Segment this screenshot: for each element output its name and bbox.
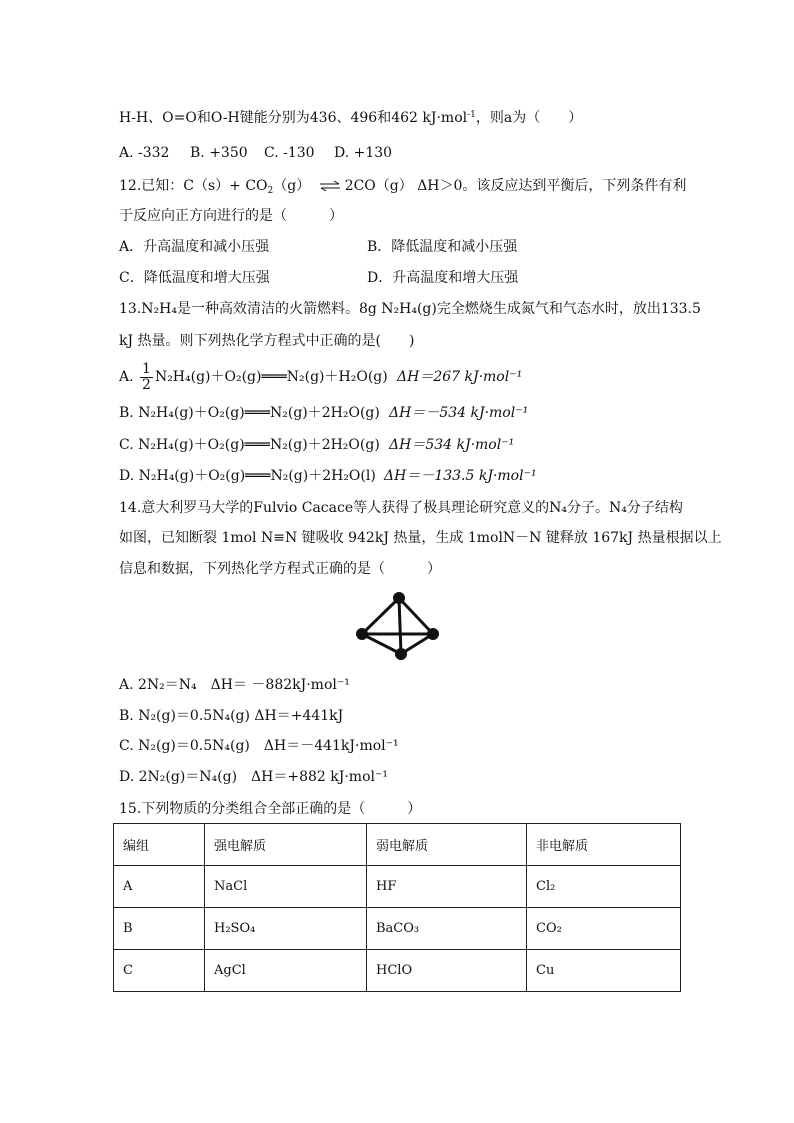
q14-option-c: C. N₂(g)＝0.5N₄(g) ΔH＝－441kJ·mol⁻¹ bbox=[119, 738, 399, 754]
classification-table bbox=[113, 823, 681, 992]
q12-option-d: D．升高温度和增大压强 bbox=[367, 270, 519, 286]
q13-option-d-dh: ΔH＝－133.5 kJ·mol⁻¹ bbox=[384, 468, 537, 484]
table-cell: HF bbox=[367, 866, 527, 908]
table-cell: Cl₂ bbox=[527, 866, 681, 908]
table-cell: NaCl bbox=[205, 866, 367, 908]
equilibrium-arrow-icon bbox=[319, 180, 341, 192]
table-row bbox=[114, 908, 681, 950]
q13-option-a-equation: N₂H₄(g)＋O₂(g)═══N₂(g)＋H₂O(g) bbox=[154, 369, 388, 385]
q12-option-a: A．升高温度和减小压强 bbox=[119, 239, 270, 255]
n-atom-top bbox=[393, 592, 405, 604]
q14-stem-line3: 信息和数据，下列热化学方程式正确的是（ ） bbox=[119, 561, 441, 577]
q12-option-b: B．降低温度和减小压强 bbox=[367, 239, 518, 255]
fraction-denominator: 2 bbox=[142, 376, 151, 393]
n4-molecule-structure-diagram bbox=[348, 588, 458, 668]
n-atom-right bbox=[427, 628, 439, 640]
q11-option-b: B. +350 bbox=[190, 145, 248, 161]
table-header-row bbox=[114, 824, 681, 866]
n-atom-left bbox=[356, 628, 368, 640]
table-cell: A bbox=[114, 866, 205, 908]
q13-option-b: B. N₂H₄(g)＋O₂(g)═══N₂(g)＋2H₂O(g) bbox=[119, 405, 380, 421]
table-cell: HClO bbox=[367, 950, 527, 992]
q13-option-c-dh: ΔH＝534 kJ·mol⁻¹ bbox=[389, 437, 515, 453]
table-header-cell: 非电解质 bbox=[527, 824, 681, 866]
table-header-cell: 弱电解质 bbox=[367, 824, 527, 866]
table-cell: BaCO₃ bbox=[367, 908, 527, 950]
table-header-cell: 强电解质 bbox=[205, 824, 367, 866]
q14-option-a: A. 2N₂＝N₄ ΔH＝ －882kJ·mol⁻¹ bbox=[119, 677, 350, 693]
q14-option-d: D. 2N₂(g)＝N₄(g) ΔH＝+882 kJ·mol⁻¹ bbox=[119, 769, 388, 785]
q11-option-a: A. -332 bbox=[119, 145, 170, 161]
table-row bbox=[114, 866, 681, 908]
q13-option-d: D. N₂H₄(g)＋O₂(g)═══N₂(g)＋2H₂O(l) bbox=[119, 468, 376, 484]
q13-option-a-dh: ΔH＝267 kJ·mol⁻¹ bbox=[397, 369, 523, 385]
q13-option-a bbox=[119, 360, 388, 394]
q11-stem-text: H-H、O=O和O-H键能分别为436、496和462 kJ·mol bbox=[119, 110, 468, 126]
q15-stem: 15.下列物质的分类组合全部正确的是（ ） bbox=[119, 801, 422, 817]
unit-superscript: -1 bbox=[467, 110, 476, 120]
q12-stem-part3: 2CO（g） ΔH＞0。该反应达到平衡后，下列条件有利 bbox=[344, 178, 687, 194]
table-cell: AgCl bbox=[205, 950, 367, 992]
q11-option-d: D. +130 bbox=[334, 145, 393, 161]
table-cell: B bbox=[114, 908, 205, 950]
q11-option-c: C. -130 bbox=[264, 145, 315, 161]
q11-stem-tail: ，则a为（ ） bbox=[475, 110, 583, 126]
q11-stem bbox=[119, 108, 582, 128]
table-row bbox=[114, 950, 681, 992]
table-cell: Cu bbox=[527, 950, 681, 992]
q12-stem-line2: 于反应向正方向进行的是（ ） bbox=[119, 208, 343, 224]
fraction-numerator: 1 bbox=[142, 360, 151, 377]
q12-stem-part2: （g） bbox=[273, 178, 311, 194]
q14-stem-line1: 14.意大利罗马大学的Fulvio Cacace等人获得了极具理论研究意义的N₄分子。N₄分子结构 bbox=[119, 500, 683, 516]
q14-stem-line2: 如图，已知断裂 1mol N≡N 键吸收 942kJ 热量，生成 1molN－N 键释放 167kJ 热量根据以上 bbox=[119, 530, 722, 546]
q12-option-c: C．降低温度和增大压强 bbox=[119, 270, 270, 286]
table-cell: CO₂ bbox=[527, 908, 681, 950]
table-cell: C bbox=[114, 950, 205, 992]
table-header-cell: 编组 bbox=[114, 824, 205, 866]
q13-option-a-label: A. bbox=[119, 369, 134, 385]
q13-option-c: C. N₂H₄(g)＋O₂(g)═══N₂(g)＋2H₂O(g) bbox=[119, 437, 380, 453]
q13-stem-line2: kJ 热量。则下列热化学方程式中正确的是( ) bbox=[119, 333, 415, 349]
table-cell: H₂SO₄ bbox=[205, 908, 367, 950]
q14-option-b: B. N₂(g)＝0.5N₄(g) ΔH＝+441kJ bbox=[119, 708, 344, 724]
n-atom-bottom bbox=[395, 648, 407, 660]
co2-subscript: 2 bbox=[267, 186, 274, 196]
q13-option-b-dh: ΔH＝－534 kJ·mol⁻¹ bbox=[389, 405, 529, 421]
q13-stem-line1: 13.N₂H₄是一种高效清洁的火箭燃料。8g N₂H₄(g)完全燃烧生成氮气和气态水时，放出133.5 bbox=[119, 301, 701, 317]
fraction-one-half bbox=[140, 362, 153, 393]
q12-stem-part1: 12.已知：C（s）+ CO bbox=[119, 178, 268, 194]
q12-stem-line1 bbox=[119, 176, 686, 196]
